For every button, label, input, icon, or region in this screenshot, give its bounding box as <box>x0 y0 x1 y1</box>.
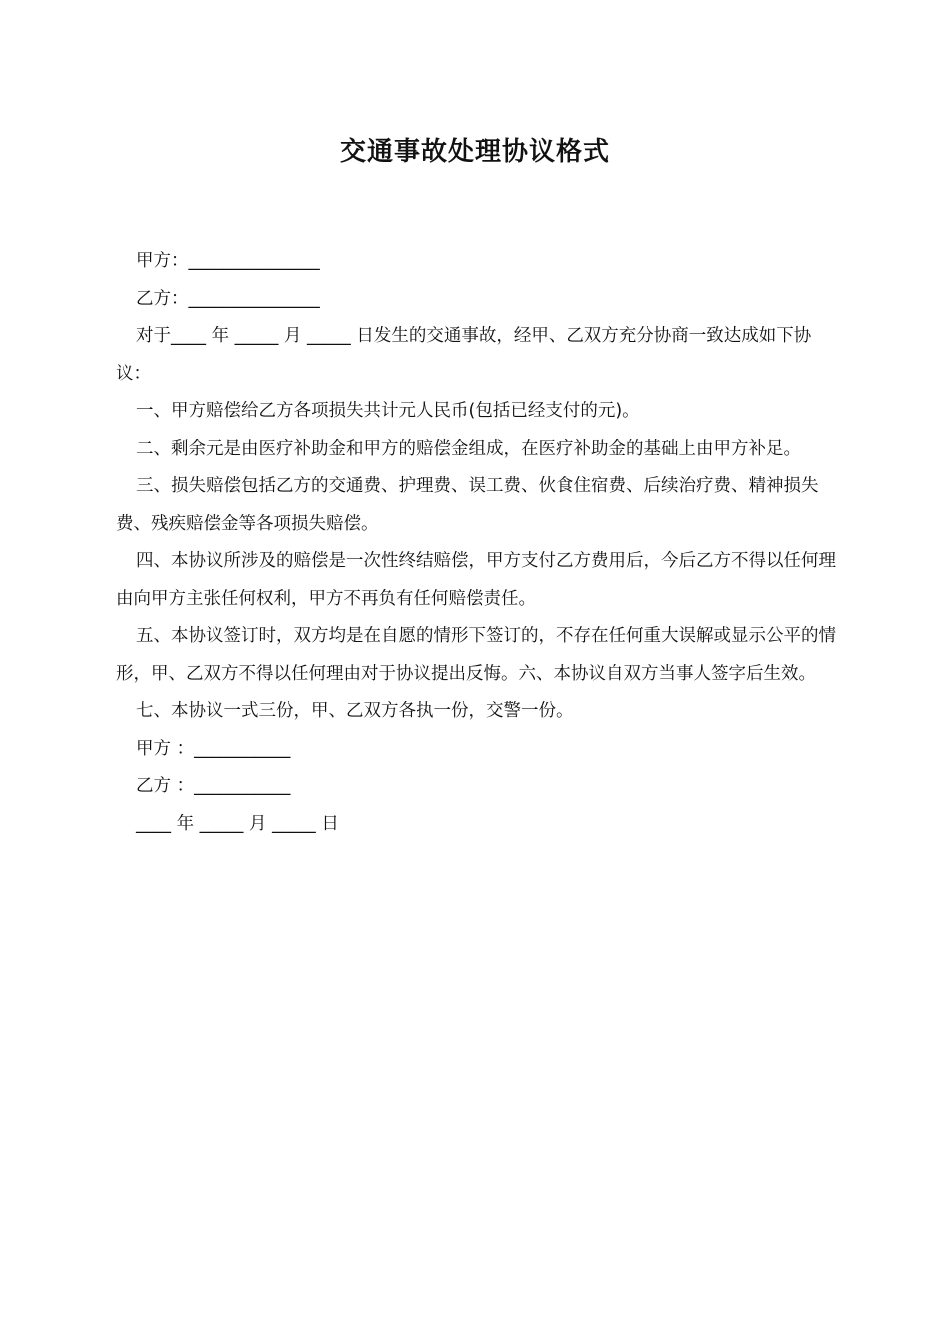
clause-1: 一、甲方赔偿给乙方各项损失共计元人民币(包括已经支付的元)。 <box>136 401 640 421</box>
party-a-line: 甲方：_______________ <box>136 251 320 271</box>
document-title: 交通事故处理协议格式 <box>339 137 610 167</box>
signature-date: ____ 年 _____ 月 _____ 日 <box>136 813 339 834</box>
signature-party-a: 甲方 ：___________ <box>136 738 291 759</box>
intro-paragraph: 对于____ 年 _____ 月 _____ 日发生的交通事故，经甲、乙双方充分协商一致达成如下协议： <box>116 326 812 384</box>
clause-4: 四、本协议所涉及的赔偿是一次性终结赔偿，甲方支付乙方费用后，今后乙方不得以任何理由向甲方主张任何权利，甲方不再负有任何赔偿责任。 <box>116 551 836 609</box>
document-body <box>116 243 836 843</box>
clause-5-6: 五、本协议签订时，双方均是在自愿的情形下签订的，不存在任何重大误解或显示公平的情形，甲、乙双方不得以任何理由对于协议提出反悔。六、本协议自双方当事人签字后生效。 <box>116 626 836 684</box>
clause-3: 三、损失赔偿包括乙方的交通费、护理费、误工费、伙食住宿费、后续治疗费、精神损失费、残疾赔偿金等各项损失赔偿。 <box>116 476 819 534</box>
clause-7: 七、本协议一式三份，甲、乙双方各执一份，交警一份。 <box>136 701 574 721</box>
clause-2: 二、剩余元是由医疗补助金和甲方的赔偿金组成，在医疗补助金的基础上由甲方补足。 <box>136 438 801 459</box>
signature-party-b: 乙方 ：___________ <box>136 776 291 796</box>
party-b-line: 乙方：_______________ <box>136 288 320 309</box>
